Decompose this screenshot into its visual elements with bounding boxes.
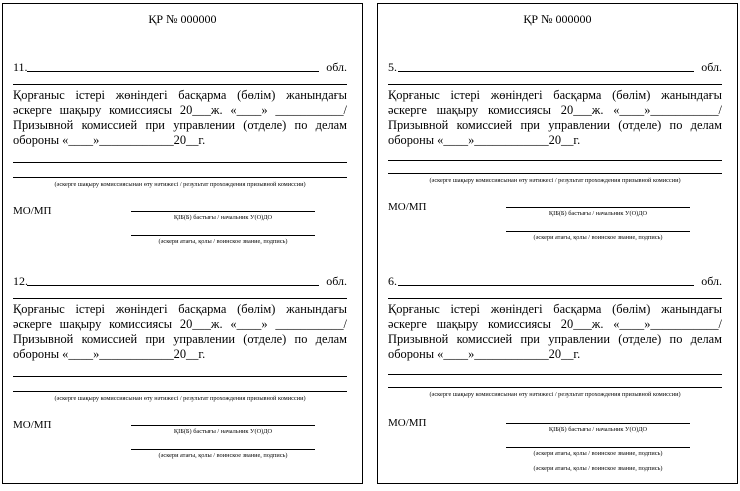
record-number: 12. [13,274,28,288]
region-fill-line [398,285,694,286]
rank-caption: (әскери атағы, қолы / воинское звание, подпись) [533,234,663,241]
rank-caption: (әскери атағы, қолы / воинское звание, подпись) [533,450,663,457]
para-line-3: Призывной комиссией при управлении (отделе) по делам [13,332,347,346]
signature-area [13,413,347,473]
obl-label: обл. [326,60,347,74]
signature-area [388,195,722,255]
chief-caption: ҚІБ(Б) бастығы / начальник У(О)ДО [173,428,273,435]
rank-signature-line [506,447,690,448]
result-line-2 [388,387,722,388]
record-block-5 [388,59,722,255]
obl-label: обл. [701,274,722,288]
result-caption: (әскерге шақыру комиссиясынан өту нәтижесі / результат прохождения призывной комиссии) [429,391,681,398]
result-caption: (әскерге шақыру комиссиясынан өту нәтижесі / результат прохождения призывной комиссии) [54,181,306,188]
region-fill-line [398,71,694,72]
para-line-3: Призывной комиссией при управлении (отделе) по делам [388,118,722,132]
result-line-1 [13,376,347,377]
stamp-label: МО/МП [13,419,52,431]
record-block-6 [388,273,722,471]
commission-paragraph [13,88,347,148]
para-line-2: әскерге шақыру комиссиясы 20___ж. «____» ___________/ [13,103,347,117]
region-fill-line [27,71,319,72]
result-line-2 [388,173,722,174]
chief-caption: ҚІБ(Б) бастығы / начальник У(О)ДО [548,426,648,433]
para-line-1: Қорғаныс істері жөніндегі басқарма (бөлім) жанындағы [388,88,722,102]
document-page-right [377,3,738,484]
signature-area [388,411,722,471]
stamp-label: МО/МП [388,201,427,213]
chief-signature-line [131,211,315,212]
para-line-4: обороны «____»____________20__г. [388,347,581,361]
rank-caption: (әскери атағы, қолы / воинское звание, подпись) [158,238,288,245]
result-line-1 [388,374,722,375]
rank-signature-line [131,449,315,450]
para-line-2: әскерге шақыру комиссиясы 20___ж. «____»___________/ [388,317,722,331]
para-line-4: обороны «____»____________20__г. [13,347,206,361]
result-line-2 [13,177,347,178]
para-line-1: Қорғаныс істері жөніндегі басқарма (бөлім) жанындағы [13,88,347,102]
commission-paragraph [388,302,722,362]
region-fill-line [27,285,319,286]
record-number: 11. [13,60,28,74]
rank-signature-line [506,231,690,232]
chief-caption: ҚІБ(Б) бастығы / начальник У(О)ДО [173,214,273,221]
signature-area [13,199,347,259]
region-row [13,59,347,75]
para-line-3: Призывной комиссией при управлении (отделе) по делам [13,118,347,132]
obl-label: обл. [701,60,722,74]
chief-caption: ҚІБ(Б) бастығы / начальник У(О)ДО [548,210,648,217]
result-line-1 [388,160,722,161]
document-number-header: ҚР № 000000 [148,12,217,26]
para-line-4: обороны «____»____________20__г. [13,133,206,147]
rank-signature-line [131,235,315,236]
result-caption: (әскерге шақыру комиссиясынан өту нәтижесі / результат прохождения призывной комиссии) [54,395,306,402]
region-row [388,59,722,75]
record-number: 5. [388,60,397,74]
para-line-4: обороны «____»____________20__г. [388,133,581,147]
region-row [13,273,347,289]
record-block-11 [13,59,347,259]
commission-paragraph [388,88,722,148]
chief-signature-line [506,423,690,424]
para-line-2: әскерге шақыру комиссиясы 20___ж. «____»___________/ [388,103,722,117]
result-caption: (әскерге шақыру комиссиясынан өту нәтижесі / результат прохождения призывной комиссии) [429,177,681,184]
chief-signature-line [131,425,315,426]
stamp-label: МО/МП [13,205,52,217]
record-block-12 [13,273,347,473]
result-line-2 [13,391,347,392]
region-row [388,273,722,289]
obl-label: обл. [326,274,347,288]
document-number-header: ҚР № 000000 [523,12,592,26]
document-page-left [2,3,363,484]
para-line-2: әскерге шақыру комиссиясы 20___ж. «____» ___________/ [13,317,347,331]
fill-line [388,298,722,299]
fill-line [13,298,347,299]
stamp-label: МО/МП [388,417,427,429]
chief-signature-line [506,207,690,208]
commission-paragraph [13,302,347,362]
rank-caption: (әскери атағы, қолы / воинское звание, подпись) [158,452,288,459]
para-line-3: Призывной комиссией при управлении (отделе) по делам [388,332,722,346]
fill-line [388,84,722,85]
record-number: 6. [388,274,397,288]
para-line-1: Қорғаныс істері жөніндегі басқарма (бөлім) жанындағы [13,302,347,316]
rank-caption-repeat: (әскери атағы, қолы / воинское звание, подпись) [533,465,663,472]
para-line-1: Қорғаныс істері жөніндегі басқарма (бөлім) жанындағы [388,302,722,316]
fill-line [13,84,347,85]
result-line-1 [13,162,347,163]
